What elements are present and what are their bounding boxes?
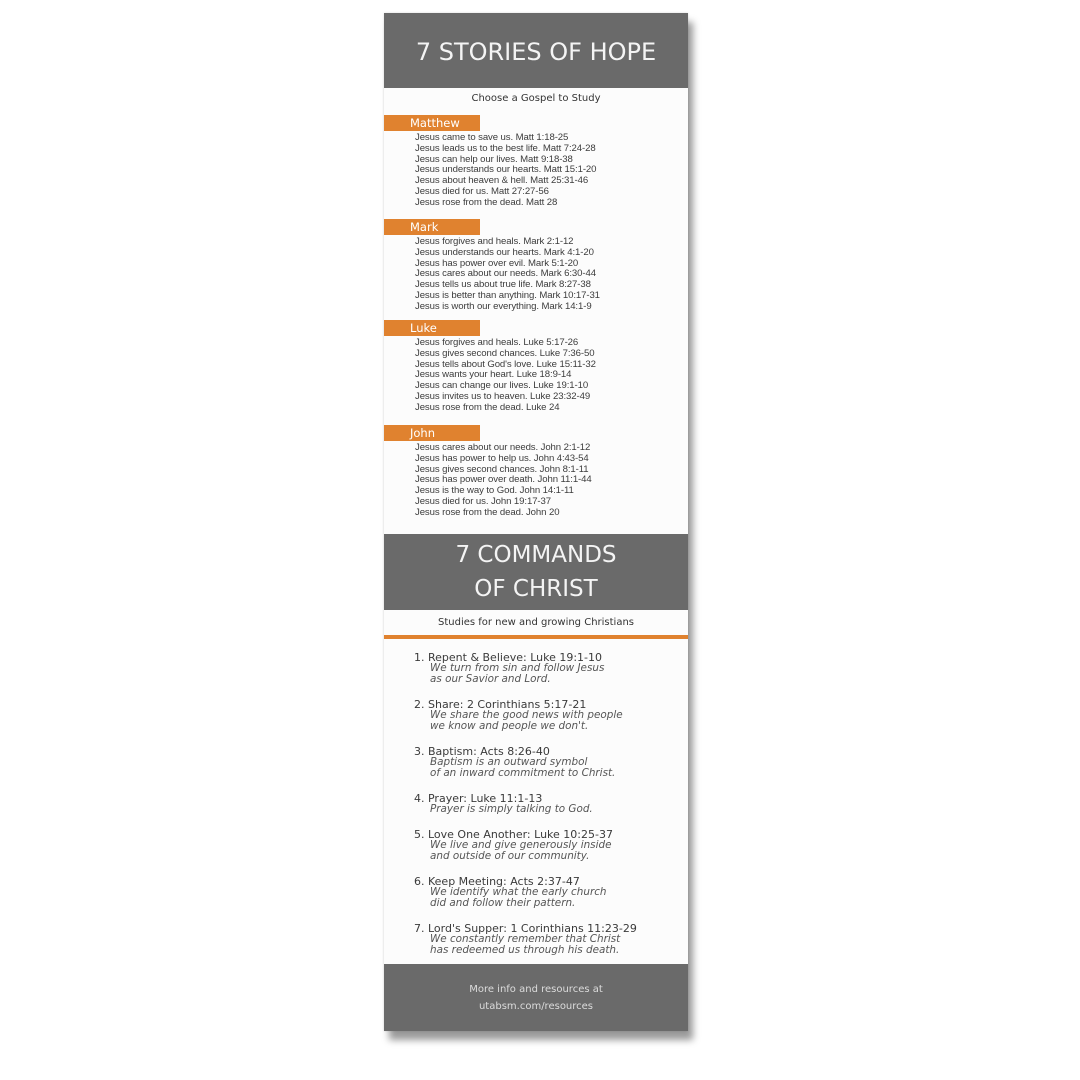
command-desc: Prayer is simply talking to God. (430, 803, 593, 815)
gospel-list-item: Jesus rose from the dead. John 20 (415, 506, 560, 518)
footer-banner (384, 964, 688, 1031)
gospel-list-item: Jesus has power over death. John 11:1-44 (415, 474, 592, 486)
gospel-list-john (384, 443, 688, 519)
gospel-section-mark (384, 219, 688, 313)
command-desc: we know and people we don't. (430, 720, 589, 732)
command-item (414, 699, 684, 732)
command-desc: We share the good news with people (430, 709, 623, 721)
command-desc: We turn from sin and follow Jesus (430, 662, 605, 674)
gospel-list-item: Jesus gives second chances. Luke 7:36-50 (415, 347, 595, 359)
command-desc: as our Savior and Lord. (430, 673, 551, 685)
stories-of-hope-title: 7 STORIES OF HOPE (415, 37, 657, 66)
gospel-list-item: Jesus can help our lives. Matt 9:18-38 (415, 153, 573, 165)
gospel-section-john (384, 425, 688, 519)
gospel-list-item: Jesus tells about God's love. Luke 15:11-32 (415, 358, 596, 370)
gospel-section-luke (384, 320, 688, 414)
bookmark-card (384, 13, 688, 1031)
command-title: 4. Prayer: Luke 11:1-13 (414, 792, 543, 805)
orange-divider (384, 635, 688, 639)
gospel-list-luke (384, 338, 688, 414)
gospel-list-item: Jesus understands our hearts. Matt 15:1-20 (415, 164, 597, 176)
commands-list (414, 652, 684, 970)
gospel-section-matthew (384, 115, 688, 209)
gospel-tab-mark: Mark (384, 219, 480, 235)
command-title: 3. Baptism: Acts 8:26-40 (414, 745, 550, 758)
command-item (414, 829, 684, 862)
gospel-subtitle: Choose a Gospel to Study (471, 93, 601, 104)
command-item (414, 793, 684, 815)
gospel-list-item: Jesus rose from the dead. Matt 28 (415, 196, 558, 208)
gospel-list-mark (384, 237, 688, 313)
gospel-list-item: Jesus died for us. John 19:17-37 (415, 495, 551, 507)
gospel-tab-luke: Luke (384, 320, 480, 336)
gospel-list-item: Jesus forgives and heals. Mark 2:1-12 (415, 236, 574, 247)
command-title: 2. Share: 2 Corinthians 5:17-21 (414, 698, 587, 711)
command-desc: did and follow their pattern. (430, 897, 576, 909)
gospel-list-item: Jesus understands our hearts. Mark 4:1-20 (415, 246, 594, 258)
footer-line1: More info and resources at (469, 983, 603, 995)
gospel-list-item: Jesus has power over evil. Mark 5:1-20 (415, 257, 579, 269)
gospel-list-item: Jesus tells us about true life. Mark 8:27-38 (415, 279, 591, 291)
gospel-list-item: Jesus wants your heart. Luke 18:9-14 (415, 369, 572, 381)
command-item (414, 923, 684, 956)
command-title: 5. Love One Another: Luke 10:25-37 (414, 828, 613, 841)
gospel-list-item: Jesus leads us to the best life. Matt 7:24-28 (415, 142, 596, 154)
stories-of-hope-banner (384, 13, 688, 88)
command-desc: Baptism is an outward symbol (430, 756, 588, 768)
command-desc: of an inward commitment to Christ. (430, 767, 616, 779)
gospel-list-item: Jesus rose from the dead. Luke 24 (415, 401, 560, 413)
gospel-list-item: Jesus invites us to heaven. Luke 23:32-49 (415, 390, 591, 402)
command-desc: We identify what the early church (430, 886, 607, 898)
gospel-list-item: Jesus died for us. Matt 27:27-56 (415, 185, 549, 197)
commands-banner (384, 534, 688, 610)
command-item (414, 652, 684, 685)
gospel-tab-matthew: Matthew (384, 115, 480, 131)
footer-url: utabsm.com/resources (478, 1000, 594, 1012)
command-title: 6. Keep Meeting: Acts 2:37-47 (414, 875, 580, 888)
gospel-list-item: Jesus gives second chances. John 8:1-11 (415, 463, 589, 475)
command-desc: We constantly remember that Christ (430, 933, 621, 945)
command-title: 7. Lord's Supper: 1 Corinthians 11:23-29 (414, 922, 637, 935)
commands-title-line2: OF CHRIST (474, 576, 598, 602)
commands-title-line1: 7 COMMANDS (455, 542, 617, 568)
commands-subtitle: Studies for new and growing Christians (437, 617, 634, 628)
command-desc: We live and give generously inside (430, 839, 612, 851)
command-item (414, 876, 684, 909)
command-desc: and outside of our community. (430, 850, 590, 862)
gospel-list-item: Jesus is better than anything. Mark 10:17-31 (415, 289, 600, 301)
gospel-list-item: Jesus came to save us. Matt 1:18-25 (415, 132, 569, 143)
gospel-list-matthew (384, 133, 688, 209)
command-desc: has redeemed us through his death. (430, 944, 620, 956)
gospel-list-item: Jesus cares about our needs. John 2:1-12 (415, 442, 591, 453)
command-item (414, 746, 684, 779)
gospel-list-item: Jesus has power to help us. John 4:43-54 (415, 452, 589, 464)
gospel-list-item: Jesus is worth our everything. Mark 14:1-9 (415, 300, 592, 312)
gospel-tab-john: John (384, 425, 480, 441)
command-title: 1. Repent & Believe: Luke 19:1-10 (414, 651, 603, 664)
gospel-list-item: Jesus cares about our needs. Mark 6:30-44 (415, 268, 596, 280)
gospel-list-item: Jesus about heaven & hell. Matt 25:31-46 (415, 175, 589, 187)
gospel-list-item: Jesus can change our lives. Luke 19:1-10 (415, 380, 589, 392)
gospel-list-item: Jesus is the way to God. John 14:1-11 (415, 485, 574, 497)
gospel-list-item: Jesus forgives and heals. Luke 5:17-26 (415, 337, 579, 348)
